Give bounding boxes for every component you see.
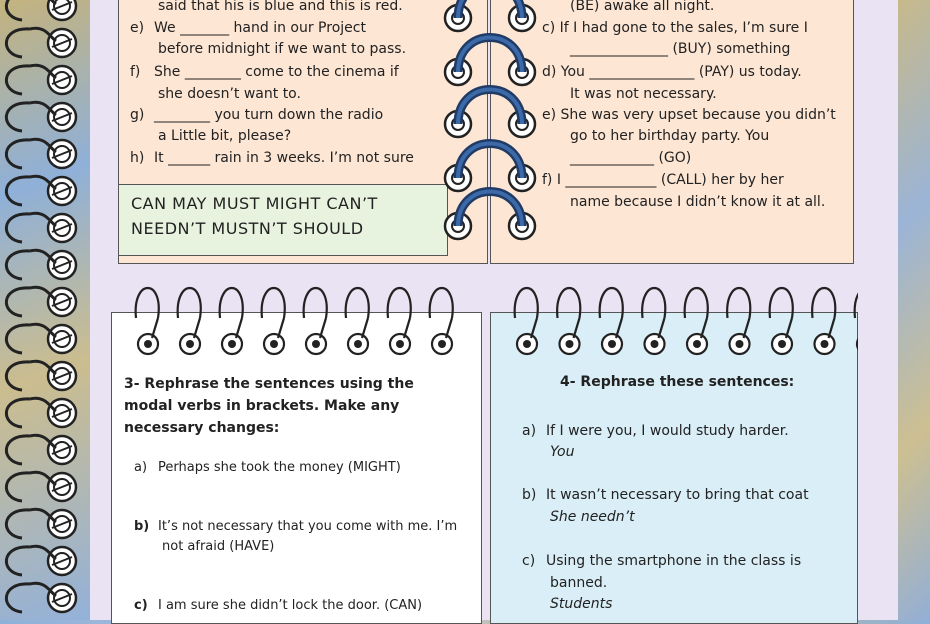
spiral-coil: [304, 288, 327, 354]
spiral-coil: [515, 288, 538, 354]
exercise-4-item-a-prompt: You: [550, 444, 575, 460]
exercise-4-item-b-prompt: She needn’t: [550, 509, 635, 525]
spiral-ring: [6, 65, 76, 94]
exercise-4-item-c-cont: banned.: [550, 575, 608, 591]
spiral-coil: [812, 288, 835, 354]
exercise-4-item-c: c) Using the smartphone in the class is: [522, 553, 802, 569]
spiral-ring: [6, 583, 76, 612]
top-left-line-0: said that his is blue and this is red.: [158, 0, 403, 14]
top-right-line-c: c) If I had gone to the sales, I’m sure I: [542, 20, 808, 36]
spiral-ring: [6, 509, 76, 538]
top-left-line-e-cont: before midnight if we want to pass.: [158, 41, 407, 57]
spiral-ring: [6, 287, 76, 316]
top-left-line-e: e) We _______ hand in our Project: [130, 20, 366, 36]
exercise-3-item-b-cont: not afraid (HAVE): [162, 539, 275, 554]
spiral-coil: [136, 288, 159, 354]
exercise-4-title: 4- Rephrase these sentences:: [560, 374, 795, 390]
exercise-4-item-b: b) It wasn’t necessary to bring that coat: [522, 487, 809, 503]
spiral-ring: [6, 398, 76, 427]
binder-ring: [445, 90, 535, 138]
word-box-line-2: NEEDN’T MUSTN’T SHOULD: [131, 219, 364, 238]
spiral-ring: [6, 472, 76, 501]
spiral-ring: [6, 102, 76, 131]
exercise-4-item-a: a) If I were you, I would study harder.: [522, 423, 789, 439]
exercise-4-panel: [490, 312, 858, 624]
spiral-coil: [430, 288, 453, 354]
binder-ring: [445, 144, 535, 192]
spiral-ring: [6, 176, 76, 205]
spiral-coil: [220, 288, 243, 354]
top-right-line-c-cont: ______________ (BUY) something: [570, 41, 791, 57]
spiral-coil: [855, 288, 858, 354]
spiral-coil: [557, 288, 580, 354]
spiral-coil: [388, 288, 411, 354]
spiral-ring: [6, 0, 76, 20]
top-right-line-0: (BE) awake all night.: [570, 0, 715, 14]
top-right-line-e: e) She was very upset because you didn’t: [542, 107, 836, 123]
top-right-line-e-blank: ____________ (GO): [570, 150, 692, 166]
top-left-line-g-cont: a Little bit, please?: [158, 128, 292, 144]
center-ring-binding: [440, 0, 540, 250]
exercise-4-item-c-prompt: Students: [550, 596, 613, 612]
top-left-line-f: f) She ________ come to the cinema if: [130, 64, 399, 80]
right-decorative-strip: [898, 0, 930, 620]
exercise-3-item-c: c) I am sure she didn’t lock the door. (CAN): [134, 598, 423, 613]
top-left-line-f-cont: she doesn’t want to.: [158, 86, 301, 102]
spiral-coil: [685, 288, 708, 354]
spiral-ring: [6, 324, 76, 353]
spiral-coil: [770, 288, 793, 354]
top-left-line-g: g) ________ you turn down the radio: [130, 107, 384, 123]
exercise-3-item-b: b) It’s not necessary that you come with me. I’m: [134, 519, 458, 534]
exercise-4-spiral-top: [490, 278, 858, 358]
spiral-coil: [262, 288, 285, 354]
top-right-line-f-cont: name because I didn’t know it at all.: [570, 194, 826, 210]
top-left-line-h: h) It ______ rain in 3 weeks. I’m not sure: [130, 150, 414, 166]
top-right-line-d-cont: It was not necessary.: [570, 86, 717, 102]
spiral-ring: [6, 139, 76, 168]
top-right-line-d: d) You _______________ (PAY) us today.: [542, 64, 802, 80]
spiral-coil: [346, 288, 369, 354]
modal-word-box: [118, 184, 448, 256]
spiral-ring: [6, 213, 76, 242]
spiral-ring: [6, 28, 76, 57]
binder-ring: [445, 192, 535, 240]
spiral-ring: [6, 435, 76, 464]
top-right-line-f: f) I _____________ (CALL) her by her: [542, 172, 784, 188]
spiral-coil: [600, 288, 623, 354]
spiral-ring: [6, 546, 76, 575]
spiral-coil: [727, 288, 750, 354]
word-box-line-1: CAN MAY MUST MIGHT CAN’T: [131, 194, 378, 213]
top-right-line-e-cont: go to her birthday party. You: [570, 128, 770, 144]
binder-ring: [445, 38, 535, 86]
exercise-3-spiral-top: [111, 278, 482, 358]
exercise-3-item-a: a) Perhaps she took the money (MIGHT): [134, 460, 401, 475]
spiral-coil: [178, 288, 201, 354]
left-spiral-binding: [0, 0, 90, 620]
spiral-ring: [6, 361, 76, 390]
binder-ring: [445, 0, 535, 31]
spiral-coil: [642, 288, 665, 354]
exercise-3-title: 3- Rephrase the sentences using the modal verbs in brackets. Make any necessary changes:: [124, 376, 414, 436]
spiral-ring: [6, 250, 76, 279]
